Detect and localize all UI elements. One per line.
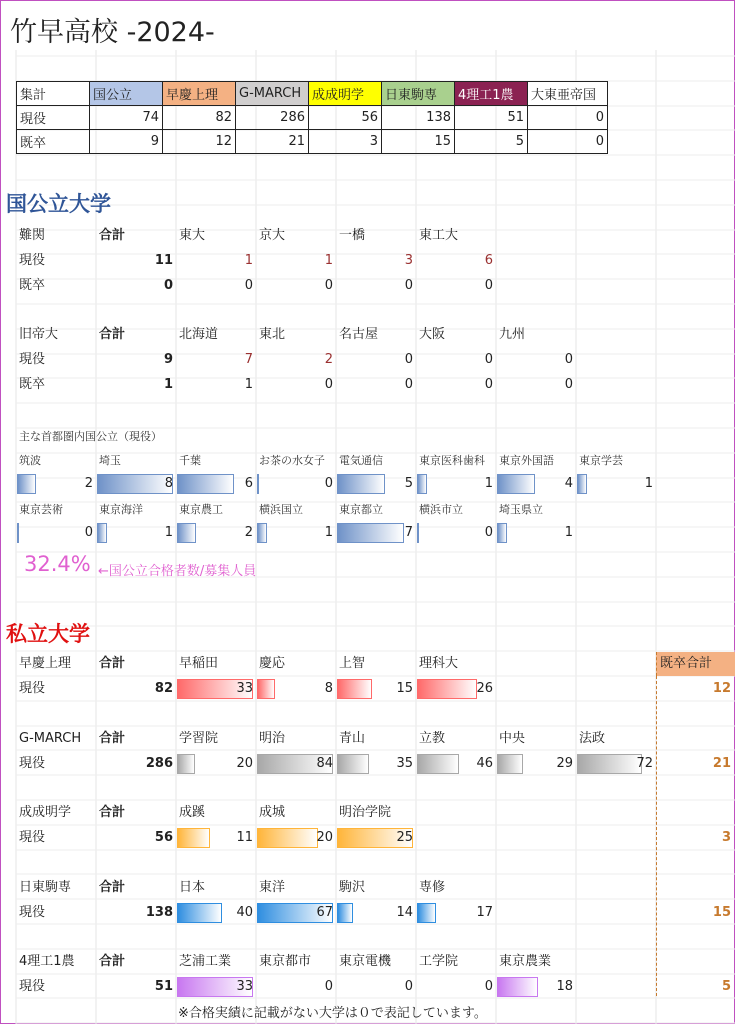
private-value: 29 bbox=[556, 756, 573, 771]
private-value: 0 bbox=[404, 979, 413, 994]
difficult-header-4: 一橋 bbox=[339, 228, 366, 243]
metro-university-name: お茶の水女子 bbox=[259, 454, 325, 467]
difficult-header-5: 東工大 bbox=[419, 228, 459, 243]
summary-cell: 138 bbox=[382, 106, 455, 130]
imperial-value: 0 bbox=[484, 352, 493, 367]
metro-university-name: 東京海洋 bbox=[99, 503, 143, 516]
metro-university-name: 埼玉県立 bbox=[499, 503, 543, 516]
graduate-total-value: 5 bbox=[721, 979, 731, 994]
graduate-total-value: 3 bbox=[721, 830, 731, 845]
metro-university-name: 東京学芸 bbox=[579, 454, 623, 467]
metro-value: 8 bbox=[164, 476, 173, 491]
difficult-row-label: 既卒 bbox=[19, 278, 46, 293]
private-university-name: 理科大 bbox=[419, 656, 459, 671]
private-value: 72 bbox=[636, 756, 653, 771]
private-total: 56 bbox=[154, 830, 173, 845]
summary-cell: 0 bbox=[528, 130, 608, 154]
private-value: 11 bbox=[236, 830, 253, 845]
private-group-name: G-MARCH bbox=[19, 731, 82, 746]
private-value: 67 bbox=[316, 905, 333, 920]
private-value: 35 bbox=[396, 756, 413, 771]
metro-university-name: 横浜国立 bbox=[259, 503, 303, 516]
national-ratio: 32.4% bbox=[24, 552, 91, 576]
private-value: 33 bbox=[236, 681, 253, 696]
metro-value: 5 bbox=[404, 476, 413, 491]
private-total: 138 bbox=[145, 905, 173, 920]
imperial-value: 7 bbox=[244, 352, 253, 367]
summary-cell: 56 bbox=[309, 106, 382, 130]
metro-caption: 主な首都圏内国公立（現役） bbox=[19, 430, 162, 443]
difficult-value: 3 bbox=[404, 253, 413, 268]
summary-header-7: 大東亜帝国 bbox=[528, 82, 608, 106]
metro-value: 1 bbox=[644, 476, 653, 491]
imperial-value: 0 bbox=[404, 352, 413, 367]
metro-university-name: 東京芸術 bbox=[19, 503, 63, 516]
national-heading: 国公立大学 bbox=[6, 192, 111, 216]
private-university-name: 東京農業 bbox=[499, 954, 552, 969]
graduate-total-value: 21 bbox=[712, 756, 731, 771]
summary-cell: 74 bbox=[90, 106, 163, 130]
private-university-name: 青山 bbox=[339, 731, 366, 746]
private-group-name: 4理工1農 bbox=[19, 954, 75, 969]
private-value: 8 bbox=[324, 681, 333, 696]
private-value: 0 bbox=[484, 979, 493, 994]
metro-university-name: 横浜市立 bbox=[419, 503, 463, 516]
difficult-value: 0 bbox=[484, 278, 493, 293]
private-university-name: 明治学院 bbox=[339, 805, 392, 820]
summary-cell: 9 bbox=[90, 130, 163, 154]
private-university-name: 早稲田 bbox=[179, 656, 219, 671]
summary-row-graduate bbox=[17, 130, 608, 154]
summary-cell: 5 bbox=[455, 130, 528, 154]
private-row-label: 現役 bbox=[19, 905, 46, 920]
private-university-name: 日本 bbox=[179, 880, 206, 895]
metro-university-name: 電気通信 bbox=[339, 454, 383, 467]
metro-university-name: 東京外国語 bbox=[499, 454, 554, 467]
private-row-label: 現役 bbox=[19, 756, 46, 771]
graduate-total-value: 12 bbox=[712, 681, 731, 696]
imperial-value: 1 bbox=[244, 377, 253, 392]
metro-value: 4 bbox=[564, 476, 573, 491]
imperial-header-6: 九州 bbox=[499, 327, 526, 342]
summary-cell: 286 bbox=[236, 106, 309, 130]
private-university-name: 成城 bbox=[259, 805, 286, 820]
private-total: 82 bbox=[154, 681, 173, 696]
imperial-row-label: 既卒 bbox=[19, 377, 46, 392]
metro-university-name: 東京農工 bbox=[179, 503, 223, 516]
national-ratio-note: ←国公立合格者数/募集人員 bbox=[98, 564, 257, 579]
summary-cell: 3 bbox=[309, 130, 382, 154]
imperial-header-3: 東北 bbox=[259, 327, 286, 342]
metro-value: 1 bbox=[324, 525, 333, 540]
imperial-header-2: 北海道 bbox=[179, 327, 219, 342]
private-value: 14 bbox=[396, 905, 413, 920]
private-value: 20 bbox=[316, 830, 333, 845]
difficult-value: 0 bbox=[404, 278, 413, 293]
metro-value: 1 bbox=[164, 525, 173, 540]
private-total-label: 合計 bbox=[99, 656, 126, 671]
difficult-header-0: 難関 bbox=[19, 228, 46, 243]
metro-university-name: 筑波 bbox=[19, 454, 41, 467]
private-university-name: 芝浦工業 bbox=[179, 954, 232, 969]
private-value: 33 bbox=[236, 979, 253, 994]
private-total-label: 合計 bbox=[99, 805, 126, 820]
private-university-name: 東京電機 bbox=[339, 954, 392, 969]
private-value: 26 bbox=[476, 681, 493, 696]
page-title: 竹早高校 -2024- bbox=[10, 17, 215, 48]
difficult-value: 0 bbox=[324, 278, 333, 293]
private-row-label: 現役 bbox=[19, 681, 46, 696]
private-value: 17 bbox=[476, 905, 493, 920]
private-row-label: 現役 bbox=[19, 830, 46, 845]
summary-header-1: 国公立 bbox=[90, 82, 163, 106]
private-value: 40 bbox=[236, 905, 253, 920]
summary-header-5: 日東駒専 bbox=[382, 82, 455, 106]
summary-cell: 51 bbox=[455, 106, 528, 130]
graduate-total-header: 既卒合計 bbox=[656, 652, 735, 676]
private-value: 25 bbox=[396, 830, 413, 845]
private-value: 0 bbox=[324, 979, 333, 994]
private-university-name: 工学院 bbox=[419, 954, 459, 969]
difficult-total: 11 bbox=[154, 253, 173, 268]
summary-row-current bbox=[17, 106, 608, 130]
private-value: 18 bbox=[556, 979, 573, 994]
private-total-label: 合計 bbox=[99, 954, 126, 969]
metro-value: 1 bbox=[484, 476, 493, 491]
metro-value: 1 bbox=[564, 525, 573, 540]
private-university-name: 立教 bbox=[419, 731, 446, 746]
difficult-value: 6 bbox=[484, 253, 493, 268]
summary-header-6: 4理工1農 bbox=[455, 82, 528, 106]
metro-value: 0 bbox=[324, 476, 333, 491]
private-university-name: 明治 bbox=[259, 731, 286, 746]
summary-header-3: G-MARCH bbox=[236, 82, 309, 106]
difficult-row-label: 現役 bbox=[19, 253, 46, 268]
imperial-value: 2 bbox=[324, 352, 333, 367]
private-group-name: 早慶上理 bbox=[19, 656, 72, 671]
difficult-value: 0 bbox=[244, 278, 253, 293]
imperial-value: 0 bbox=[324, 377, 333, 392]
metro-value: 6 bbox=[244, 476, 253, 491]
private-university-name: 東京都市 bbox=[259, 954, 312, 969]
metro-university-name: 埼玉 bbox=[99, 454, 121, 467]
summary-header-2: 早慶上理 bbox=[163, 82, 236, 106]
private-university-name: 中央 bbox=[499, 731, 526, 746]
metro-value: 0 bbox=[84, 525, 93, 540]
difficult-header-3: 京大 bbox=[259, 228, 286, 243]
difficult-header-1: 合計 bbox=[99, 228, 126, 243]
difficult-total: 0 bbox=[163, 278, 173, 293]
private-row-label: 現役 bbox=[19, 979, 46, 994]
private-university-name: 成蹊 bbox=[179, 805, 206, 820]
private-value: 20 bbox=[236, 756, 253, 771]
graduate-total-value: 15 bbox=[712, 905, 731, 920]
summary-header-0: 集計 bbox=[17, 82, 90, 106]
private-total: 286 bbox=[145, 756, 173, 771]
imperial-row-label: 現役 bbox=[19, 352, 46, 367]
private-university-name: 東洋 bbox=[259, 880, 286, 895]
footnote: ※合格実績に記載がない大学は０で表記しています。 bbox=[178, 1006, 487, 1021]
imperial-header-0: 旧帝大 bbox=[19, 327, 59, 342]
private-university-name: 法政 bbox=[579, 731, 606, 746]
summary-cell: 12 bbox=[163, 130, 236, 154]
metro-university-name: 東京都立 bbox=[339, 503, 383, 516]
difficult-header-2: 東大 bbox=[179, 228, 206, 243]
private-university-name: 駒沢 bbox=[339, 880, 366, 895]
private-total-label: 合計 bbox=[99, 731, 126, 746]
imperial-total: 9 bbox=[163, 352, 173, 367]
metro-value: 7 bbox=[404, 525, 413, 540]
imperial-header-4: 名古屋 bbox=[339, 327, 379, 342]
summary-cell: 82 bbox=[163, 106, 236, 130]
private-total: 51 bbox=[154, 979, 173, 994]
private-value: 46 bbox=[476, 756, 493, 771]
private-value: 15 bbox=[396, 681, 413, 696]
metro-university-name: 千葉 bbox=[179, 454, 201, 467]
private-group-name: 日東駒専 bbox=[19, 880, 72, 895]
summary-cell: 0 bbox=[528, 106, 608, 130]
imperial-total: 1 bbox=[163, 377, 173, 392]
private-university-name: 慶応 bbox=[259, 656, 286, 671]
difficult-value: 1 bbox=[324, 253, 333, 268]
imperial-value: 0 bbox=[484, 377, 493, 392]
summary-cell: 21 bbox=[236, 130, 309, 154]
private-value: 84 bbox=[316, 756, 333, 771]
private-heading: 私立大学 bbox=[6, 622, 90, 646]
imperial-value: 0 bbox=[404, 377, 413, 392]
metro-value: 2 bbox=[244, 525, 253, 540]
private-total-label: 合計 bbox=[99, 880, 126, 895]
imperial-header-5: 大阪 bbox=[419, 327, 446, 342]
summary-row-label: 現役 bbox=[17, 106, 90, 130]
summary-header-4: 成成明学 bbox=[309, 82, 382, 106]
private-university-name: 学習院 bbox=[179, 731, 219, 746]
metro-value: 0 bbox=[484, 525, 493, 540]
private-group-name: 成成明学 bbox=[19, 805, 72, 820]
metro-university-name: 東京医科歯科 bbox=[419, 454, 485, 467]
imperial-value: 0 bbox=[564, 377, 573, 392]
private-university-name: 専修 bbox=[419, 880, 446, 895]
summary-row-label: 既卒 bbox=[17, 130, 90, 154]
difficult-value: 1 bbox=[244, 253, 253, 268]
metro-value: 2 bbox=[84, 476, 93, 491]
imperial-header-1: 合計 bbox=[99, 327, 126, 342]
private-university-name: 上智 bbox=[339, 656, 366, 671]
summary-table bbox=[16, 81, 608, 154]
imperial-value: 0 bbox=[564, 352, 573, 367]
summary-header-row bbox=[17, 82, 608, 106]
summary-cell: 15 bbox=[382, 130, 455, 154]
